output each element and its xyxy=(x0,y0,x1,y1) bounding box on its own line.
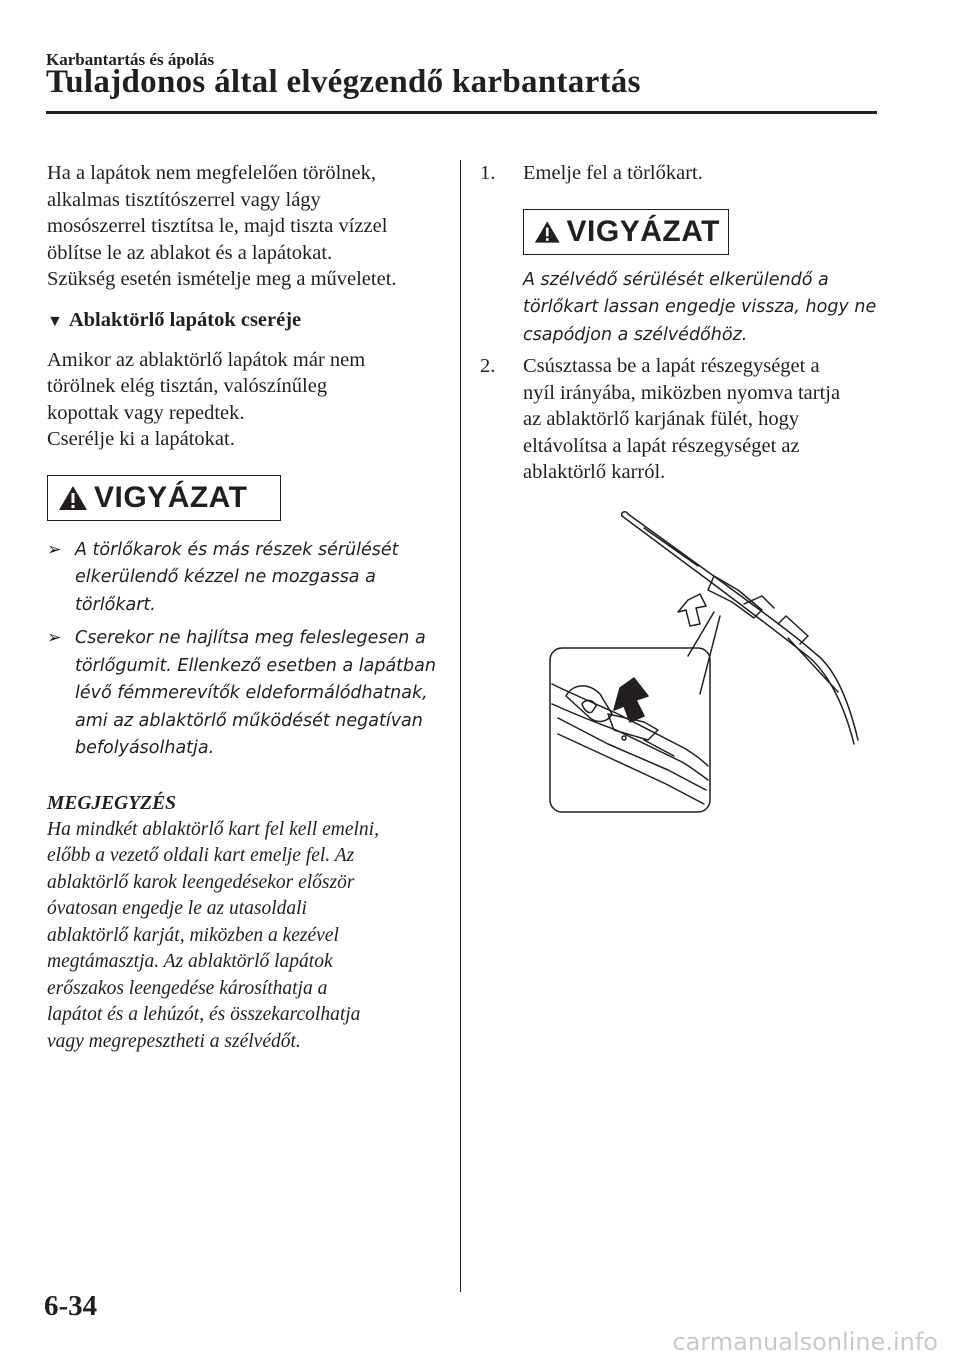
left-column xyxy=(47,160,442,1055)
note-text: Ha mindkét ablaktörlő kart fel kell emelni, előbb a vezető oldali kart emelje fel. Az ablaktörlő karok leengedésekor először óvatosan engedje le az utasoldali ablaktörlő karját, miközben a kezével megtámasztja. Az ablaktörlő lapátok erőszakos leengedése károsíthatja a lapátot és a lehúzót, és összekarcolhatja vagy megrepesztheti a szélvédőt. xyxy=(47,818,379,1052)
section-label: Karbantartás és ápolás xyxy=(46,50,215,69)
caution-item: ➢ Cserekor ne hajlítsa meg feleslegesen a törlőgumit. Ellenkező esetben a lapátban lévő fémmerevítők eldeformálódhatnak, ami az ablaktörlő működését negatívan befolyásolhatja. xyxy=(47,625,442,763)
subheading: ▼ Ablaktörlő lapátok cseréje xyxy=(47,307,442,335)
intro-paragraph: Ha a lapátok nem megfelelően törölnek, alkalmas tisztítószerrel vagy lágy mosószerrel tisztítsa le, majd tiszta vízzel öblítse le az ablakot és a lapátokat. Szükség esetén ismételje meg a műveletet. xyxy=(47,162,397,290)
step-1: 1. Emelje fel a törlőkart. xyxy=(480,162,703,184)
caution-list xyxy=(47,537,442,763)
wiper-blade-illustration xyxy=(548,508,860,814)
warning-label: VIGYÁZAT xyxy=(566,214,720,248)
arrow-right-icon: ➢ xyxy=(47,539,62,560)
title-rule xyxy=(46,111,877,114)
warning-triangle-icon xyxy=(534,219,561,245)
warning-triangle-icon xyxy=(58,485,88,511)
replace-paragraph: Amikor az ablaktörlő lapátok már nem törölnek elég tisztán, valószínűleg kopottak vagy repedtek. Cserélje ki a lapátokat. xyxy=(47,348,366,450)
warning-box xyxy=(47,475,281,521)
caution-item: ➢ A törlőkarok és más részek sérülését elkerülendő kézzel ne mozgassa a törlőkart. xyxy=(47,537,442,620)
caution-text: A szélvédő sérülését elkerülendő a törlőkart lassan engedje vissza, hogy ne csapódjon a szélvédőhöz. xyxy=(523,269,877,345)
arrow-right-icon: ➢ xyxy=(47,628,62,648)
warning-box xyxy=(523,209,729,255)
right-column xyxy=(480,160,890,486)
page-title: Tulajdonos által elvégzendő karbantartás xyxy=(46,64,641,100)
note-label: MEGJEGYZÉS xyxy=(47,792,176,814)
triangle-down-icon: ▼ xyxy=(47,312,63,330)
step-2: 2. Csúsztassa be a lapát részegységet a nyíl irányába, miközben nyomva tartja az ablaktörlő karjának fülét, hogy eltávolítsa a lapát részegységet az ablaktörlő karról. xyxy=(480,355,841,483)
warning-label: VIGYÁZAT xyxy=(94,480,248,514)
watermark: carmanualsonline.info xyxy=(672,1328,938,1356)
column-divider xyxy=(460,160,461,1292)
page-number: 6-34 xyxy=(44,1290,98,1322)
